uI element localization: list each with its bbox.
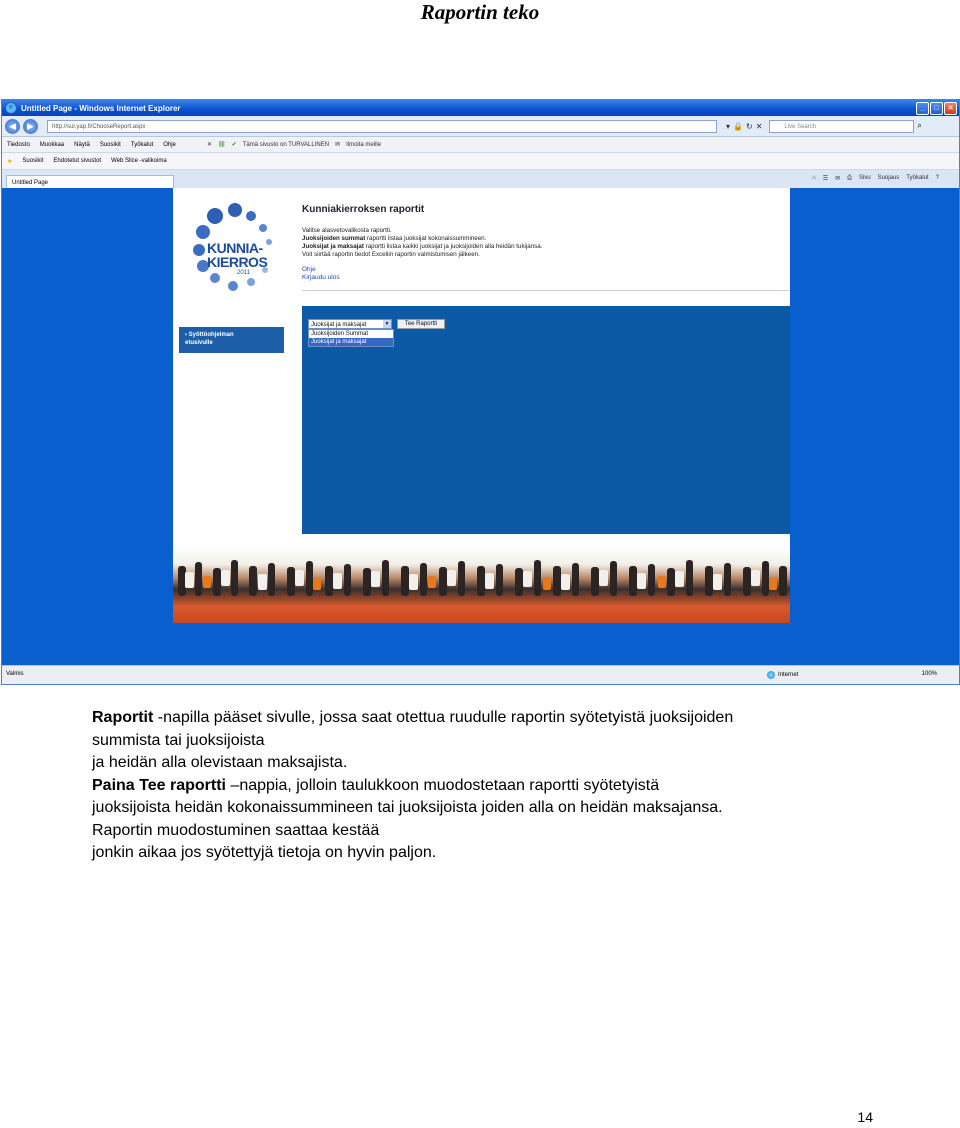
input-program-home-button[interactable]: › Syöttöohjelman etusivulle <box>179 327 284 353</box>
favorites-star-icon: ★ <box>7 158 13 165</box>
menu-item-favorites[interactable]: Suosikit <box>99 141 121 148</box>
ie-window <box>2 100 959 684</box>
globe-icon <box>767 671 775 679</box>
security-zone[interactable]: Internet <box>767 669 798 681</box>
page-number: 14 <box>857 1109 873 1125</box>
menu-item-help[interactable]: Ohje <box>163 141 176 148</box>
minimize-icon[interactable]: _ <box>916 102 929 115</box>
divider <box>302 290 790 291</box>
report-select[interactable]: Juoksijat ja maksajat ▼ <box>308 319 392 329</box>
document-title: Raportin teko <box>420 0 540 24</box>
report-options-list <box>308 329 394 347</box>
crowd-illustration <box>173 548 790 623</box>
tab-untitled-page[interactable]: Untitled Page <box>6 175 174 190</box>
runners-crowd-image <box>173 548 790 623</box>
logo-text: KUNNIA- KIERROS <box>207 240 268 270</box>
safety-menu[interactable]: Suojaus <box>877 175 900 181</box>
chevron-right-icon: › <box>185 332 189 338</box>
help-icon[interactable]: ? <box>935 175 939 181</box>
window-controls <box>916 102 957 115</box>
page-title: Kunniakierroksen raportit <box>302 204 425 215</box>
back-button[interactable]: ◀ <box>5 119 20 134</box>
site-page <box>173 188 790 623</box>
forward-button[interactable]: ▶ <box>23 119 38 134</box>
menu-item-edit[interactable]: Muokkaa <box>39 141 65 148</box>
logo-year: 2011 <box>237 270 250 276</box>
address-bar-row <box>2 116 959 137</box>
report-area <box>302 306 790 534</box>
menu-item-file[interactable]: Tiedosto <box>7 141 30 148</box>
option-runners-payers[interactable]: Juoksijat ja maksajat <box>309 338 393 346</box>
option-runner-sums[interactable]: Juoksijoiden Summat <box>311 331 369 337</box>
suggested-sites-link[interactable]: Ehdotetut sivustot <box>53 158 102 164</box>
status-bar <box>2 665 959 684</box>
feeds-icon[interactable]: ☰ <box>822 176 829 182</box>
command-bar <box>812 175 939 182</box>
mail-icon[interactable]: ✉ <box>835 176 841 182</box>
status-text: Valmis <box>6 671 24 677</box>
zoom-level[interactable]: 100% <box>921 671 937 677</box>
chevron-down-icon[interactable]: ▼ <box>384 321 390 327</box>
browser-viewport <box>2 188 959 666</box>
favorites-bar <box>2 153 959 170</box>
tools-menu[interactable]: Työkalut <box>906 175 929 181</box>
site-links <box>302 266 340 282</box>
description-text: Raportit -napilla pääset sivulle, jossa saat otettua ruudulle raportin syötetyistä juoksijoiden summista tai juoksijoista ja heidän alla olevistaan maksajista. Paina Tee raportti –nappia, jolloin taulukkoon muodostetaan raportti syötetyistä juoksijoista heidän kokonaissummineen tai juoksijoista joiden alla on heidän maksajansa. Raportin muodostuminen saattaa kestää jonkin aikaa jos syötettyjä tietoja on hyvin paljon. <box>92 709 734 861</box>
home-icon[interactable]: ⌂ <box>812 175 816 181</box>
menu-bar <box>2 137 959 153</box>
menu-item-view[interactable]: Näytä <box>74 141 90 148</box>
menu-right-tools <box>207 141 381 148</box>
lock-icon[interactable]: 🔒 <box>733 121 743 131</box>
favorites-link[interactable]: Suosikit <box>22 158 44 164</box>
dropdown-icon[interactable]: ▾ <box>726 121 731 131</box>
addon-icon[interactable]: ⛓ <box>218 142 226 148</box>
web-slice-link[interactable]: Web Slice -valikoima <box>111 158 167 164</box>
search-icon[interactable]: ⌕ <box>917 121 922 130</box>
print-icon[interactable]: ⎙ <box>847 175 852 181</box>
page-menu[interactable]: Sivu <box>858 175 871 181</box>
ie-logo-icon: e <box>5 102 17 114</box>
menu-item-tools[interactable]: Työkalut <box>130 141 154 148</box>
intro-text: Valitse alasvetovalikosta raportti. Juoksijoiden summat raportti listaa juoksijat kokonaissummineen. Juoksijat ja maksajat raportti listaa kaikki juoksijat ja juoksijoiden alla heidän tukijansa. Voit siirtää raportin tiedot Exceliin raportin valmistumisen jälkeen. <box>302 227 543 258</box>
kunniakierros-logo <box>185 194 285 294</box>
search-input[interactable]: Live Search <box>769 120 914 133</box>
window-titlebar <box>2 100 959 116</box>
mail-icon: ✉ <box>335 142 341 148</box>
close-icon[interactable]: ✕ <box>944 102 957 115</box>
window-title: Untitled Page - Windows Internet Explorer <box>21 103 181 113</box>
refresh-icon[interactable]: ↻ <box>745 121 753 131</box>
maximize-icon[interactable]: □ <box>930 102 943 115</box>
security-status[interactable]: Tämä sivusto on TURVALLINEN <box>242 141 330 148</box>
feedback-link[interactable]: Ilmoita meille <box>346 141 382 148</box>
logout-link[interactable]: Kirjaudu ulos <box>302 274 340 281</box>
address-input[interactable]: http://sul.yap.fi/ChooseReport.aspx <box>47 120 717 133</box>
address-tools <box>726 122 762 131</box>
close-icon[interactable]: ✕ <box>207 142 213 148</box>
stop-icon[interactable]: ✕ <box>755 121 763 131</box>
help-link[interactable]: Ohje <box>302 266 316 273</box>
make-report-button[interactable]: Tee Raportti <box>397 319 445 329</box>
security-check-icon: ✔ <box>231 142 237 148</box>
